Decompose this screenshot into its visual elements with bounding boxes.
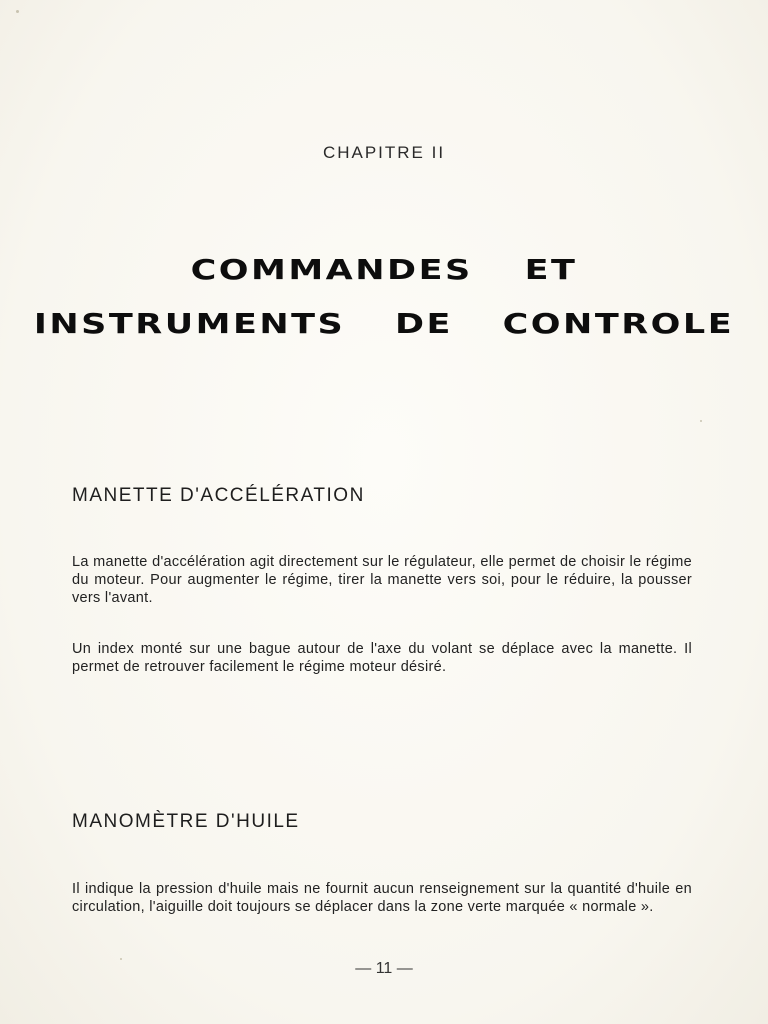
paragraph: La manette d'accélération agit directement sur le régulateur, elle permet de choisir le régime du moteur. Pour augmenter le régime, tirer la manette vers soi, pour le réduire, la pousser vers l'avant. xyxy=(72,554,692,606)
paper-speck xyxy=(700,420,702,422)
title-word: DE xyxy=(394,307,453,340)
paper-speck xyxy=(120,958,122,960)
title-word: CONTROLE xyxy=(502,307,735,340)
page-number: — 11 — xyxy=(355,960,413,977)
title-word: INSTRUMENTS xyxy=(33,307,346,340)
chapter-title-line-2 xyxy=(0,307,768,340)
paper-speck xyxy=(16,10,19,13)
title-word: ET xyxy=(524,253,578,286)
section-heading-oil-gauge: MANOMÈTRE D'HUILE xyxy=(72,811,300,832)
chapter-label: CHAPITRE II xyxy=(322,143,446,162)
title-word: COMMANDES xyxy=(190,253,473,286)
paragraph: Un index monté sur une bague autour de l'axe du volant se déplace avec la manette. Il permet de retrouver facilement le régime moteur désiré. xyxy=(72,641,692,675)
chapter-title-line-1 xyxy=(0,253,768,286)
section-heading-acceleration: MANETTE D'ACCÉLÉRATION xyxy=(72,485,365,506)
paragraph: Il indique la pression d'huile mais ne fournit aucun renseignement sur la quantité d'huile en circulation, l'aiguille doit toujours se déplacer dans la zone verte marquée « normale ». xyxy=(72,881,692,915)
